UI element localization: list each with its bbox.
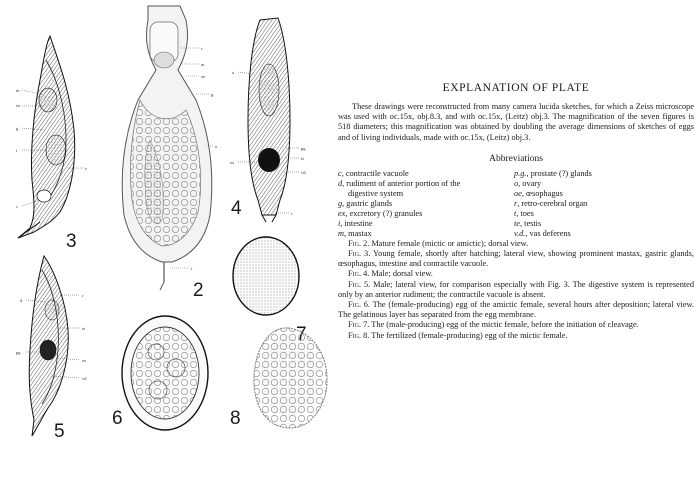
abbr-item: t, toes	[514, 208, 534, 218]
plate-title: EXPLANATION OF PLATE	[442, 82, 590, 94]
figure-4-label-te: te	[301, 156, 305, 161]
abbr-item: te, testis	[514, 218, 542, 228]
figure-6-number: 6	[112, 408, 123, 429]
figure-2-label-r: r	[201, 46, 203, 51]
figure-4-label-t: t	[291, 211, 293, 216]
figure-5-label-pg: pg	[16, 350, 21, 355]
abbr-item: r, retro-cerebral organ	[514, 198, 588, 208]
figure-2-label-m: m	[201, 62, 205, 67]
figure-5-label-ex: ex	[82, 358, 87, 363]
figure-5-number: 5	[54, 421, 65, 442]
figure-3-drawing	[16, 36, 87, 252]
abbr-item: i, intestine	[338, 218, 373, 228]
abbreviations-left-column	[338, 169, 514, 239]
figure-3-label-i: i	[16, 148, 18, 153]
caption-fig-5: Fig. 5. Male; lateral view, for comparison especially with Fig. 3. The digestive system is represented only by an anterior rudiment; the contractile vacuole is absent.	[338, 279, 694, 299]
figure-3-label-oe: oe	[16, 103, 21, 108]
figure-2-label-g: g	[211, 92, 214, 97]
figure-4-label-vd: vd	[301, 170, 306, 175]
caption-fig-2: Fig. 2. Mature female (mictic or amictic); dorsal view.	[348, 238, 529, 248]
abbreviations-heading: Abbreviations	[489, 153, 543, 164]
caption-fig-6: Fig. 6. The (female-producing) egg of the amictic female, several hours after deposition; lateral view. The gelatinous layer has separated from the egg membrane.	[338, 300, 694, 320]
caption-fig-8: Fig. 8. The fertilized (female-producing) egg of the mictic female.	[348, 330, 568, 340]
plate-explanation	[338, 82, 694, 341]
abbr-item: d, rudiment of anterior portion of the	[338, 178, 461, 188]
figure-3-number: 3	[66, 231, 77, 252]
abbreviations-right-column	[514, 169, 694, 239]
figure-5-label-r: r	[82, 293, 84, 298]
figure-4-drawing	[230, 18, 306, 222]
figure-4-label-pg: pg	[301, 146, 306, 151]
abbr-item: v.d., vas deferens	[514, 228, 571, 238]
abbr-item: ex, excretory (?) granules	[338, 208, 423, 218]
abbr-item: p.g., prostate (?) glands	[514, 168, 592, 178]
figure-8-number: 8	[230, 408, 241, 429]
figure-4-label-a: a	[232, 70, 234, 75]
figure-8-drawing	[230, 328, 327, 429]
abbr-item: m, mastax	[338, 228, 372, 238]
abbreviations-list	[338, 169, 694, 239]
figure-6-drawing	[112, 316, 208, 430]
figure-2-label-o: o	[215, 144, 218, 149]
figure-7-drawing	[233, 237, 307, 345]
figure-3-label-e: e	[85, 166, 87, 171]
caption-fig-7: Fig. 7. The (male-producing) egg of the mictic female, before the initiation of cleavage.	[348, 320, 639, 330]
caption-fig-3: Fig. 3. Young female, shortly after hatching; lateral view, showing prominent mastax, gastric glands, œsophagus, intestine and contractile vacuole.	[338, 249, 694, 269]
figure-5-drawing	[16, 256, 87, 442]
caption-fig-4: Fig. 4. Male; dorsal view.	[348, 269, 433, 279]
figure-3-label-g: g	[16, 126, 19, 131]
abbr-item: oe, œsophagus	[514, 188, 563, 198]
figure-5-label-te: te	[82, 326, 86, 331]
figure-2-drawing	[122, 6, 218, 301]
figure-2-label-oe: oe	[201, 74, 206, 79]
intro-paragraph: These drawings were reconstructed from many camera lucida sketches, for which a Zeiss microscope was used with oc.15x, obj.8.3, and with oc.15x, (Leitz) obj.3. The magnification of the seven figures is 518 diameters; this magnification was obtained by doubling the average dimensions of sketches of eggs and of living individuals, made with oc.15x, (Leitz) obj.3.	[338, 102, 694, 142]
figure-2-label-t: t	[191, 266, 193, 271]
figure-3-label-m: m	[16, 88, 20, 93]
figure-4-number: 4	[231, 198, 242, 219]
figure-2-number: 2	[193, 280, 204, 301]
figure-4-label-ex: ex	[230, 160, 235, 165]
abbr-item: c, contractile vacuole	[338, 168, 409, 178]
figure-5-label-vd: vd	[82, 376, 87, 381]
abbr-item: digestive system	[348, 188, 404, 198]
abbr-item: g, gastric glands	[338, 198, 393, 208]
abbr-item: o, ovary	[514, 178, 542, 188]
figure-3-label-c: c	[16, 204, 18, 209]
figure-5-label-d: d	[20, 298, 23, 303]
